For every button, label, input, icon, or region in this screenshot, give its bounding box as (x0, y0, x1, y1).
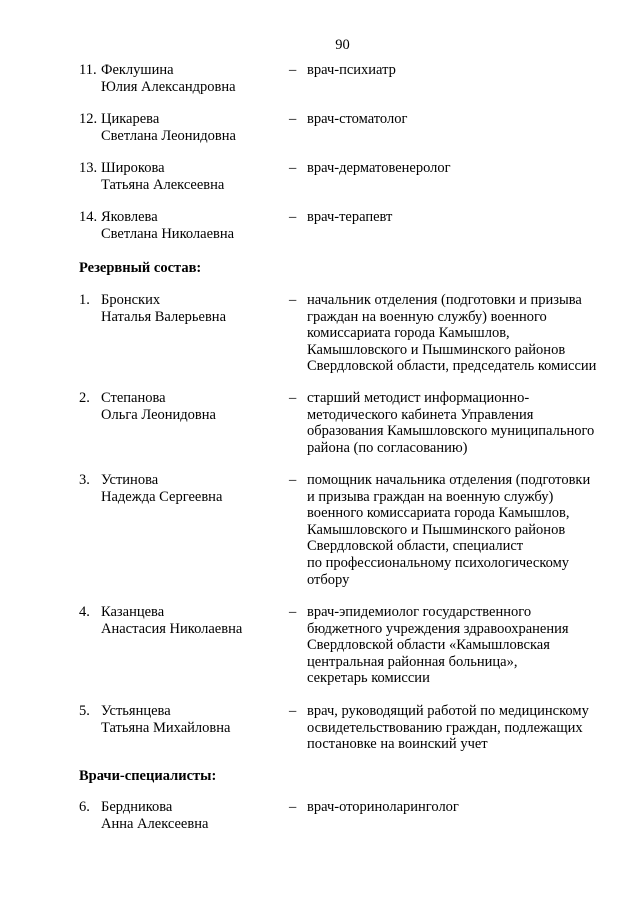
person-name (101, 209, 234, 242)
position-line: отбору (307, 571, 350, 588)
position-line: граждан на военную службу) военного (307, 308, 547, 325)
item-number: 4. (79, 604, 90, 620)
given-names: Анна Алексеевна (101, 815, 209, 832)
position-line: врач, руководящий работой по медицинскому (307, 703, 589, 719)
position (307, 703, 617, 753)
page-number: 90 (335, 37, 350, 53)
person-name (101, 292, 226, 325)
position (307, 62, 617, 79)
given-names: Наталья Валерьевна (101, 308, 226, 325)
position-line: Свердловской области «Камышловская (307, 637, 550, 654)
item-number: 3. (79, 472, 90, 488)
surname: Феклушина (101, 62, 174, 78)
given-names: Светлана Николаевна (101, 225, 235, 242)
list-item (79, 799, 619, 839)
surname: Бронских (101, 292, 161, 308)
position-line: Свердловской области, специалист (307, 538, 524, 555)
list-item (79, 703, 619, 813)
section-heading-reserve: Резервный состав: (79, 260, 202, 276)
position (307, 472, 617, 588)
position-line: военного комиссариата города Камышлов, (307, 505, 570, 522)
person-name (101, 62, 236, 95)
section-heading-specialists: Врачи-специалисты: (79, 768, 217, 784)
surname: Цикарева (101, 111, 160, 127)
surname: Яковлева (101, 209, 158, 225)
dash: – (289, 472, 297, 488)
list-item (79, 292, 619, 402)
dash: – (289, 292, 297, 308)
dash: – (289, 111, 297, 127)
person-name (101, 160, 224, 193)
given-names: Анастасия Николаевна (101, 620, 243, 637)
list-item (79, 472, 619, 592)
given-names: Юлия Александровна (101, 78, 236, 95)
surname: Степанова (101, 390, 166, 406)
position-line: и призыва граждан на военную службу) (307, 488, 554, 505)
position-line: помощник начальника отделения (подготовки (307, 472, 591, 488)
position-line: врач-терапевт (307, 209, 393, 225)
list-item (79, 604, 619, 714)
given-names: Татьяна Алексеевна (101, 176, 225, 193)
position-line: освидетельствованию граждан, подлежащих (307, 719, 583, 736)
person-name (101, 703, 230, 736)
position-line: врач-оториноларинголог (307, 799, 459, 815)
dash: – (289, 209, 297, 225)
position-line: методического кабинета Управления (307, 406, 534, 423)
item-number: 14. (79, 209, 98, 225)
position-line: Камышловского и Пышминского районов (307, 341, 566, 358)
surname: Устинова (101, 472, 159, 488)
given-names: Ольга Леонидовна (101, 406, 216, 423)
position (307, 209, 617, 226)
item-number: 1. (79, 292, 90, 308)
position-line: образования Камышловского муниципального (307, 423, 595, 440)
position-line: врач-дерматовенеролог (307, 160, 451, 176)
position-line: по профессиональному психологическому (307, 554, 570, 571)
item-number: 5. (79, 703, 90, 719)
item-number: 13. (79, 160, 98, 176)
dash: – (289, 703, 297, 719)
position-line: врач-эпидемиолог государственного (307, 604, 532, 620)
surname: Широкова (101, 160, 165, 176)
position (307, 604, 617, 687)
dash: – (289, 160, 297, 176)
position-line: врач-психиатр (307, 62, 396, 78)
person-name (101, 390, 216, 423)
position (307, 799, 617, 816)
person-name (101, 604, 242, 637)
dash: – (289, 604, 297, 620)
given-names: Надежда Сергеевна (101, 488, 223, 505)
person-name (101, 111, 236, 144)
position (307, 111, 617, 128)
person-name (101, 799, 208, 832)
position-line: Камышловского и Пышминского районов (307, 521, 566, 538)
given-names: Татьяна Михайловна (101, 719, 231, 736)
item-number: 6. (79, 799, 90, 815)
dash: – (289, 390, 297, 406)
position-line: района (по согласованию) (307, 439, 468, 456)
surname: Казанцева (101, 604, 165, 620)
item-number: 2. (79, 390, 90, 406)
item-number: 11. (79, 62, 97, 78)
position-line: центральная районная больница», (307, 653, 518, 670)
given-names: Светлана Леонидовна (101, 127, 236, 144)
position-line: Свердловской области, председатель комиссии (307, 358, 597, 375)
position (307, 160, 617, 177)
position (307, 390, 617, 456)
dash: – (289, 62, 297, 78)
dash: – (289, 799, 297, 815)
position-line: комиссариата города Камышлов, (307, 325, 510, 342)
position-line: начальник отделения (подготовки и призыва (307, 292, 582, 308)
surname: Устьянцева (101, 703, 171, 719)
position-line: старший методист информационно- (307, 390, 530, 406)
surname: Бердникова (101, 799, 173, 815)
position-line: бюджетного учреждения здравоохранения (307, 620, 569, 637)
position-line: врач-стоматолог (307, 111, 408, 127)
person-name (101, 472, 222, 505)
position-line: секретарь комиссии (307, 670, 430, 687)
item-number: 12. (79, 111, 98, 127)
position-line: постановке на воинский учет (307, 736, 488, 753)
position (307, 292, 617, 375)
